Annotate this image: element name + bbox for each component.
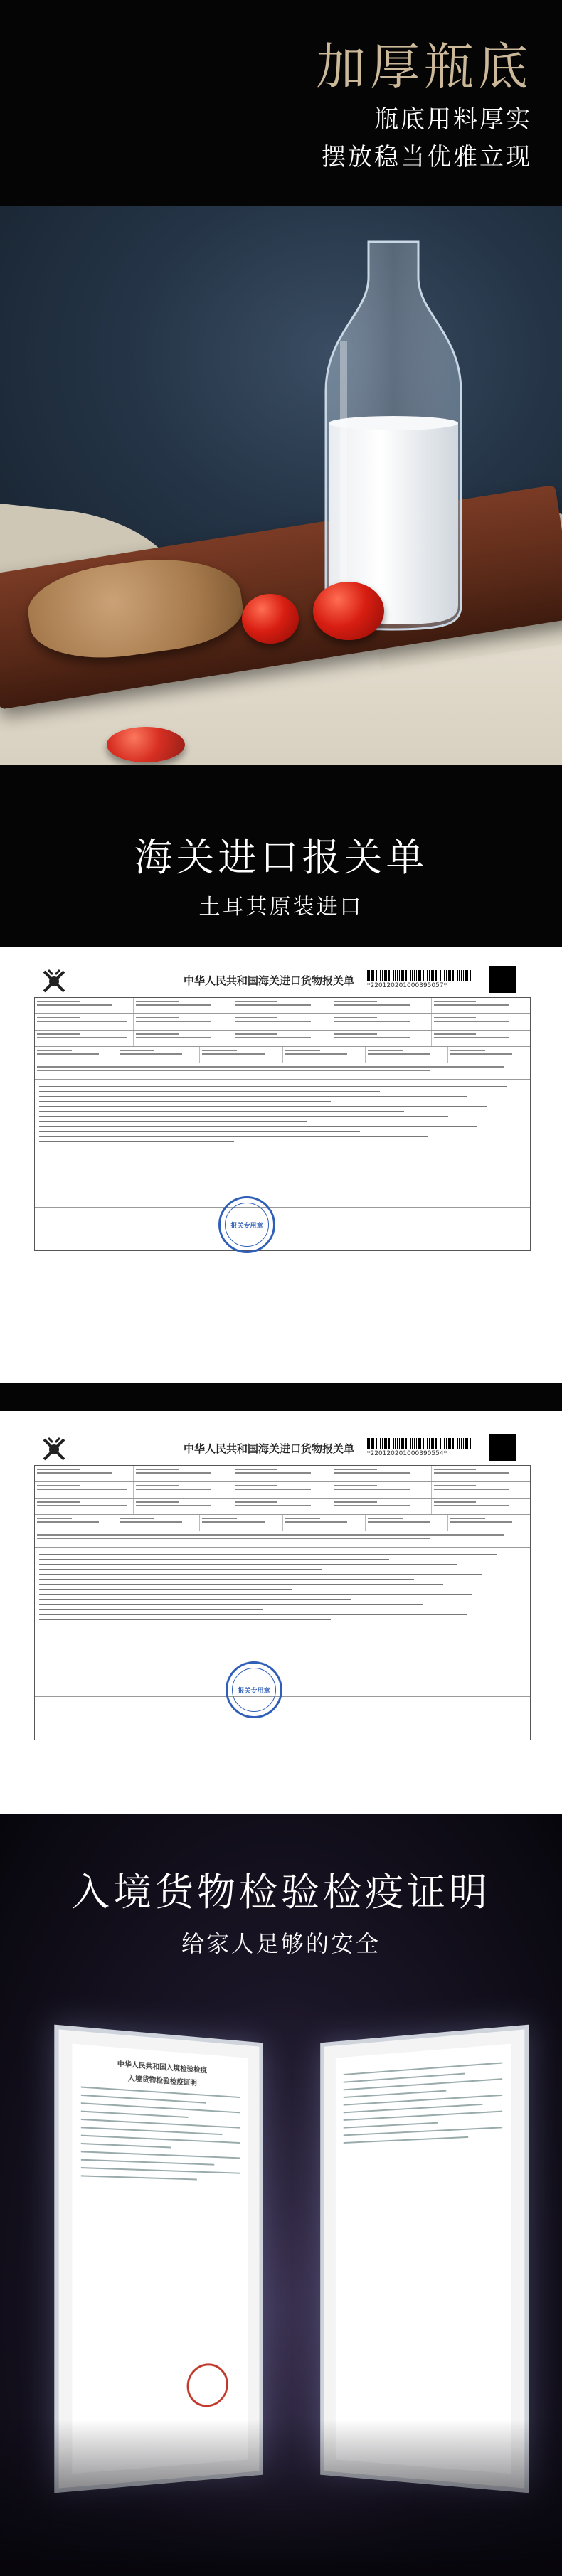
declaration-form [34, 1465, 531, 1740]
barcode [367, 1438, 474, 1449]
certificate-title: 入境货物检验检疫证明 [127, 2075, 197, 2088]
banner-line-1: 瓶底用料厚实 [374, 105, 532, 134]
customs-stamp: 报关专用章 [226, 1661, 282, 1718]
banner-title: 加厚瓶底 [316, 38, 532, 96]
customs-emblem-icon [40, 967, 68, 996]
banner-line-2: 摆放稳当优雅立现 [322, 143, 532, 171]
barcode-number: *220120201000395057* [367, 982, 447, 989]
cherry-tomato [107, 727, 185, 762]
cherry-tomato [242, 594, 299, 644]
customs-title: 海关进口报关单 [134, 835, 428, 880]
goods-list [35, 1548, 530, 1697]
floor-shadow [0, 2420, 562, 2576]
declaration-title: 中华人民共和国海关进口货物报关单 [184, 1442, 355, 1455]
certificate-page [336, 2044, 511, 2474]
goods-list [35, 1080, 530, 1208]
barcode-number: *220120201000390554* [367, 1450, 447, 1457]
customs-emblem-icon [40, 1435, 68, 1464]
milk-bottle-image [319, 235, 468, 633]
inspection-title: 入境货物检验检疫证明 [71, 1870, 491, 1915]
certificate-header: 中华人民共和国入境检验检疫 [117, 2060, 207, 2075]
customs-subtitle: 土耳其原装进口 [198, 895, 364, 920]
inspection-stamp [187, 2363, 228, 2408]
declaration-document [34, 1430, 531, 1740]
qr-code [489, 966, 516, 993]
inspection-subtitle: 给家人足够的安全 [181, 1930, 381, 1957]
thick-bottom-banner [0, 0, 562, 206]
inspection-section [0, 1814, 562, 2576]
customs-declaration-2 [0, 1411, 562, 1814]
customs-stamp: 报关专用章 [218, 1196, 275, 1253]
cherry-tomato [313, 582, 384, 640]
customs-declaration-1 [0, 947, 562, 1383]
declaration-title: 中华人民共和国海关进口货物报关单 [184, 974, 355, 987]
qr-code [489, 1434, 516, 1461]
divider [0, 1383, 562, 1411]
declaration-form [34, 997, 531, 1251]
customs-banner [0, 765, 562, 947]
product-photo [0, 206, 562, 765]
certificate-page [72, 2044, 248, 2474]
barcode [367, 970, 474, 981]
declaration-document [34, 962, 531, 1251]
